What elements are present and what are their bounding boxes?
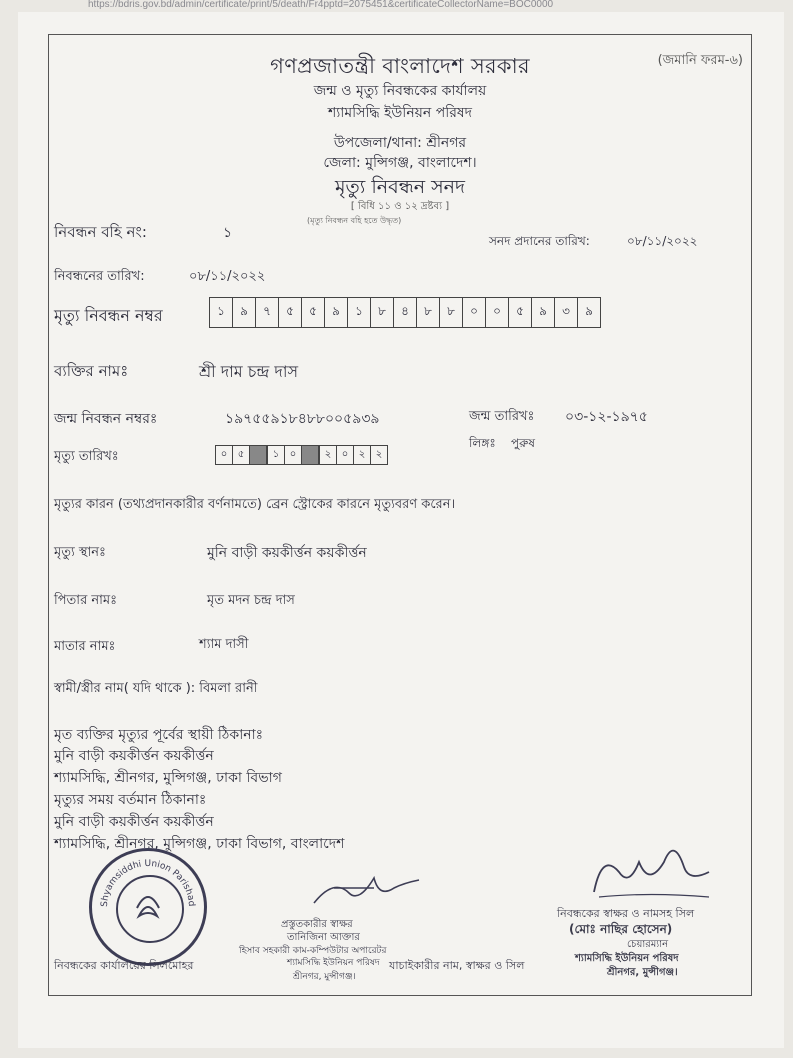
form-number: (জমানি ফরম-৬) (657, 53, 743, 68)
issue-date-value: ০৮/১১/২০২২ (627, 234, 698, 248)
dod-digit: ৫ (232, 445, 250, 465)
union-seal (89, 848, 207, 966)
father-value: মৃত মদন চন্দ্র দাস (207, 593, 295, 608)
verifier-caption: যাচাইকারীর নাম, স্বাক্ষর ও সিল (389, 959, 525, 972)
death-reg-digit: ৯ (325, 298, 348, 327)
death-reg-digit: ৮ (440, 298, 463, 327)
death-reg-digit: ৫ (279, 298, 302, 327)
curr-address-line1: মুনি বাড়ী কয়কীর্ত্তন কয়কীর্ত্তন (54, 814, 214, 830)
death-reg-digit: ৭ (256, 298, 279, 327)
father-label: পিতার নামঃ (54, 593, 118, 608)
preparer-title: হিসাব সহকারী কাম-কম্পিউটার অপারেটর (239, 946, 387, 956)
dod-digit: ০ (284, 445, 302, 465)
registration-date-value: ০৮/১১/২০২২ (189, 269, 266, 284)
preparer-office: শ্যামসিদ্ধি ইউনিয়ন পরিষদ (287, 958, 380, 968)
union-name: শ্যামসিদ্ধি ইউনিয়ন পরিষদ (327, 105, 473, 121)
dod-digit: ১ (267, 445, 285, 465)
death-reg-digit: ৮ (417, 298, 440, 327)
issue-date-label: সনদ প্রদানের তারিখ: (489, 234, 590, 248)
death-reg-digit: ৯ (585, 303, 593, 318)
perm-address-line1: মুনি বাড়ী কয়কীর্ত্তন কয়কীর্ত্তন (54, 748, 214, 764)
birth-reg-value: ১৯৭৫৫৯১৮৪৮৮০০৫৯৩৯ (225, 411, 380, 427)
mother-value: শ্যাম দাসী (199, 637, 249, 652)
seal-text: Shyamsiddhi Union Parishad (99, 858, 197, 908)
mother-label: মাতার নামঃ (54, 639, 116, 654)
death-reg-no-label: মৃত্যু নিবন্ধন নম্বর (54, 306, 163, 325)
death-reg-digit: ০ (463, 298, 486, 327)
upazila-name: উপজেলা/থানা: শ্রীনগর (333, 135, 467, 151)
book-no-label: নিবন্ধন বহি নং: (54, 223, 147, 241)
registrar-title: চেয়ারম্যান (627, 939, 669, 950)
office-seal-caption: নিবন্ধকের কার্যালয়ের সিলমোহর (54, 959, 194, 972)
dod-digit: ২ (353, 445, 371, 465)
registrar-caption: নিবন্ধকের স্বাক্ষর ও নামসহ সিল (557, 907, 695, 920)
sex-label: লিঙ্গঃ (469, 436, 496, 450)
death-reg-digit: ০ (486, 298, 509, 327)
curr-address-line2: শ্যামসিদ্ধি, শ্রীনগর, মুন্সিগঞ্জ, ঢাকা বিভাগ, বাংলাদেশ (54, 836, 345, 852)
death-reg-digit: ৪ (394, 298, 417, 327)
death-reg-digit: ৩ (555, 298, 578, 327)
death-reg-no-grid (209, 297, 601, 328)
preparer-signature (304, 873, 424, 913)
district-name: জেলা: মুন্সিগঞ্জ, বাংলাদেশ। (323, 155, 477, 171)
dod-label: মৃত্যু তারিখঃ (54, 449, 119, 464)
registration-date-label: নিবন্ধনের তারিখ: (54, 269, 145, 284)
death-place-label: মৃত্যু স্থানঃ (54, 545, 106, 560)
certificate-frame (48, 34, 752, 996)
dob-value: ০৩-১২-১৯৭৫ (565, 409, 648, 425)
registrar-place: শ্রীনগর, মুন্সীগঞ্জ। (607, 967, 678, 978)
perm-address-line2: শ্যামসিদ্ধি, শ্রীনগর, মুন্সিগঞ্জ, ঢাকা বিভাগ (54, 770, 282, 786)
curr-address-label: মৃত্যুর সময় বর্তমান ঠিকানাঃ (54, 792, 207, 808)
dod-separator (249, 445, 267, 465)
dod-grid (215, 445, 387, 465)
book-reference: (মৃত্যু নিবন্ধন বহি হতে উদ্ধৃত) (307, 216, 402, 225)
dod-separator (301, 445, 319, 465)
birth-reg-label: জন্ম নিবন্ধন নম্বরঃ (54, 411, 158, 427)
preparer-caption: প্রস্তুতকারীর স্বাক্ষর (281, 919, 353, 930)
death-reg-digit: ১ (348, 298, 371, 327)
death-reg-digit: ১ (210, 298, 233, 327)
certificate-title: মৃত্যু নিবন্ধন সনদ (334, 176, 465, 198)
certificate-sheet (18, 12, 784, 1048)
rule-reference: [ বিধি ১১ ও ১২ দ্রষ্টব্য ] (350, 201, 450, 212)
registrar-signature (589, 847, 719, 907)
office-name: জন্ম ও মৃত্যু নিবন্ধকের কার্যালয় (313, 83, 487, 99)
cause-of-death: মৃত্যুর কারন (তথ্যপ্রদানকারীর বর্ণনামতে) ব্রেন স্ট্রোকের কারনে মৃত্যুবরণ করেন। (54, 497, 456, 512)
death-reg-digit: ৯ (233, 298, 256, 327)
preparer-place: শ্রীনগর, মুন্সীগঞ্জ। (293, 972, 356, 982)
registrar-name: (মোঃ নাছির হোসেন) (569, 922, 673, 936)
dod-digit: ২ (370, 445, 388, 465)
person-name-value: শ্রী দাম চন্দ্র দাস (199, 362, 299, 381)
svg-text:Shyamsiddhi Union Parishad (100, 859, 196, 907)
death-place-value: মুনি বাড়ী কয়কীর্ত্তন কয়কীর্ত্তন (207, 545, 367, 561)
preparer-name: তানিজিনা আক্তার (287, 932, 360, 943)
death-reg-digit: ৫ (509, 298, 532, 327)
death-reg-digit: ৮ (371, 298, 394, 327)
browser-url: https://bdris.gov.bd/admin/certificate/print/5/death/Fr4pptd=2075451&certificateCollectorName=BOC0000 (88, 0, 554, 10)
registrar-office: শ্যামসিদ্ধি ইউনিয়ন পরিষদ (575, 953, 679, 964)
perm-address-label: মৃত ব্যক্তির মৃত্যুর পূর্বের স্থায়ী ঠিকানাঃ (54, 727, 264, 743)
death-reg-digit: ৯ (532, 298, 555, 327)
spouse-name: স্বামী/স্ত্রীর নাম( যদি থাকে ): বিমলা রানী (54, 681, 258, 696)
government-title: গণপ্রজাতন্ত্রী বাংলাদেশ সরকার (270, 54, 530, 78)
dod-digit: ২ (319, 445, 337, 465)
death-reg-digit: ৫ (302, 298, 325, 327)
dob-label: জন্ম তারিখঃ (469, 409, 535, 424)
book-no-value: ১ (223, 225, 233, 241)
person-name-label: ব্যক্তির নামঃ (54, 362, 129, 380)
dod-digit: ০ (215, 445, 233, 465)
sex-value: পুরুষ (511, 436, 535, 450)
dod-digit: ০ (336, 445, 354, 465)
